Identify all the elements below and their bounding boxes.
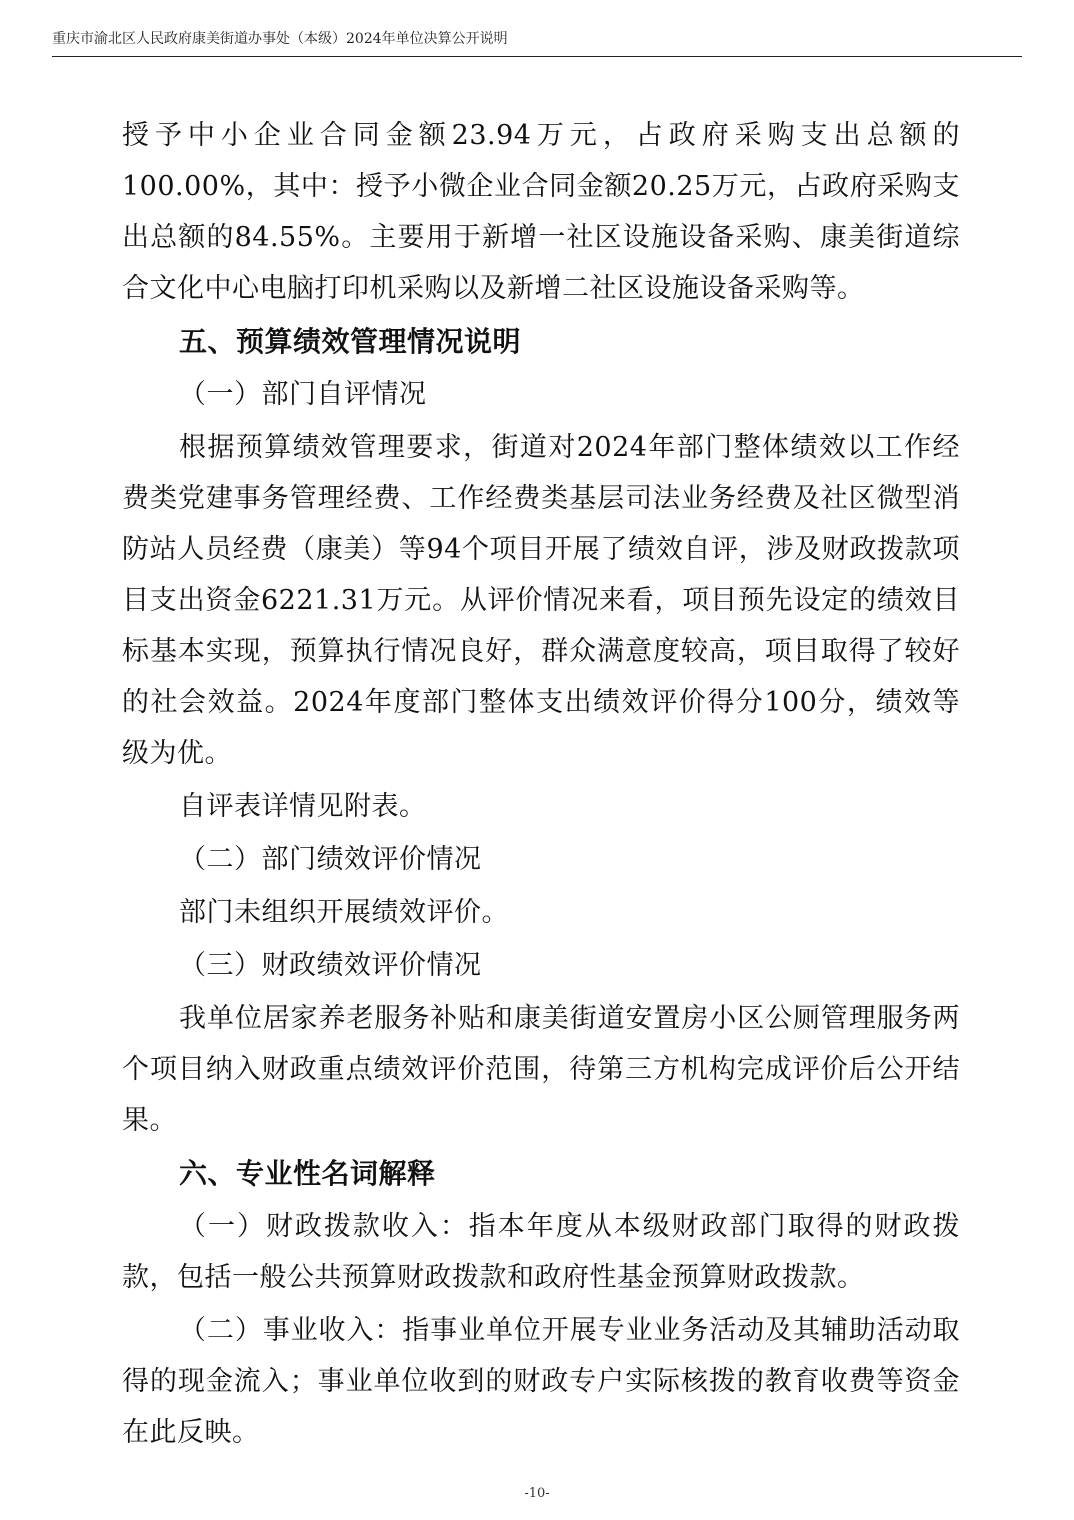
paragraph-business-income: （二）事业收入：指事业单位开展专业业务活动及其辅助活动取得的现金流入；事业单位收到的财政专户实际核拨的教育收费等资金在此反映。 [122, 1315, 960, 1448]
paragraph-self-evaluation: 根据预算绩效管理要求，街道对2024年部门整体绩效以工作经费类党建事务管理经费、工作经费类基层司法业务经费及社区微型消防站人员经费（康美）等94个项目开展了绩效自评，涉及财政拨款项目支出资金6221.31万元。从评价情况来看，项目预先设定的绩效目标基本实现，预算执行情况良好，群众满意度较高，项目取得了较好的社会效益。2024年度部门整体支出绩效评价得分100分，绩效等级为优。 [122, 432, 960, 769]
page-header [52, 26, 1022, 57]
subheading-dept-evaluation: （二）部门绩效评价情况 [179, 844, 482, 875]
header-title: 重庆市渝北区人民政府康美街道办事处（本级）2024年单位决算公开说明 [52, 31, 508, 47]
paragraph-fiscal-income: （一）财政拨款收入：指本年度从本级财政部门取得的财政拨款，包括一般公共预算财政拨款和政府性基金预算财政拨款。 [122, 1211, 960, 1293]
section-heading-6: 六、专业性名词解释 [179, 1157, 436, 1190]
paragraph-dept-evaluation: 部门未组织开展绩效评价。 [179, 897, 509, 928]
subheading-self-evaluation: （一）部门自评情况 [179, 379, 427, 410]
paragraph-attachment-note: 自评表详情见附表。 [179, 791, 427, 822]
document-body [122, 110, 960, 1458]
page-number: -10- [524, 1486, 550, 1501]
paragraph-finance-evaluation: 我单位居家养老服务补贴和康美街道安置房小区公厕管理服务两个项目纳入财政重点绩效评价范围，待第三方机构完成评价后公开结果。 [122, 1003, 960, 1136]
subheading-finance-evaluation: （三）财政绩效评价情况 [179, 950, 482, 981]
paragraph-procurement: 授予中小企业合同金额23.94万元，占政府采购支出总额的100.00%，其中：授予小微企业合同金额20.25万元，占政府采购支出总额的84.55%。主要用于新增一社区设施设备采购、康美街道综合文化中心电脑打印机采购以及新增二社区设施设备采购等。 [122, 120, 960, 304]
section-heading-5: 五、预算绩效管理情况说明 [179, 325, 522, 358]
